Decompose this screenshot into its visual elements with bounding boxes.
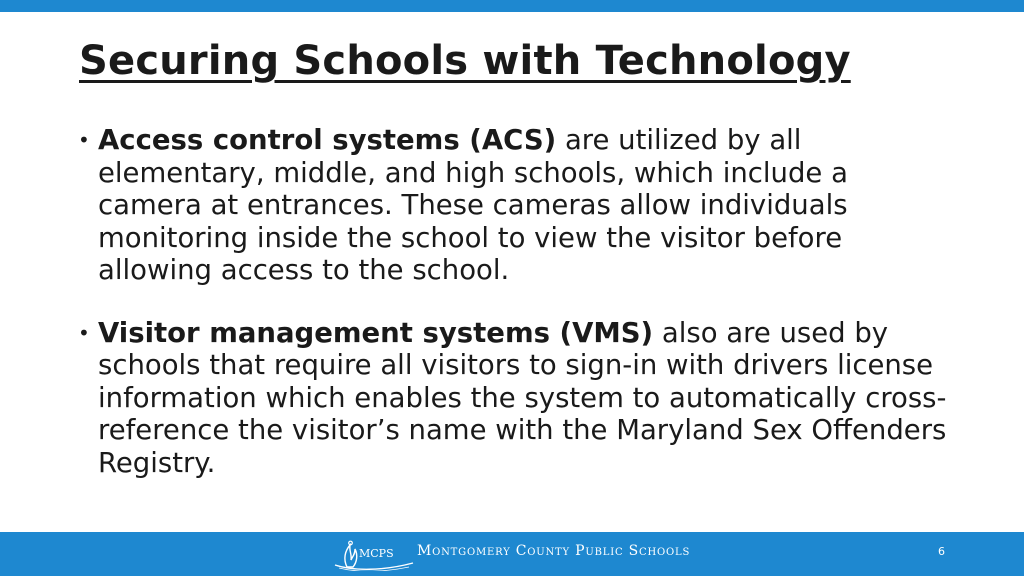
bullet-marker: • bbox=[78, 320, 90, 345]
bullet-heading-acs: Access control systems (ACS) bbox=[98, 124, 557, 156]
bullet-item-acs bbox=[78, 124, 948, 287]
mcps-logo bbox=[333, 537, 415, 571]
bullet-list bbox=[78, 124, 948, 479]
bullet-marker: • bbox=[78, 128, 90, 152]
page-number: 6 bbox=[938, 545, 945, 558]
top-accent-bar bbox=[0, 0, 1024, 12]
footer-bar bbox=[0, 532, 1024, 576]
bullet-heading-vms: Visitor management systems (VMS) bbox=[98, 316, 654, 349]
organization-name: Montgomery County Public Schools bbox=[417, 543, 691, 559]
bullet-text-vms: also are used by schools that require all visitors to sign-in with drivers license information which enables the system to automatically cross-reference the visitor’s name with the Maryland Sex Offenders Registry. bbox=[98, 316, 947, 479]
logo-text: MCPS bbox=[359, 547, 394, 560]
bullet-item-vms bbox=[78, 317, 948, 480]
slide-title: Securing Schools with Technology bbox=[79, 38, 851, 84]
bullet-text-acs: are utilized by all elementary, middle, and high schools, which include a camera at entrances. These cameras allow individuals monitoring inside the school to view the visitor before allowing access to the school. bbox=[98, 124, 848, 286]
